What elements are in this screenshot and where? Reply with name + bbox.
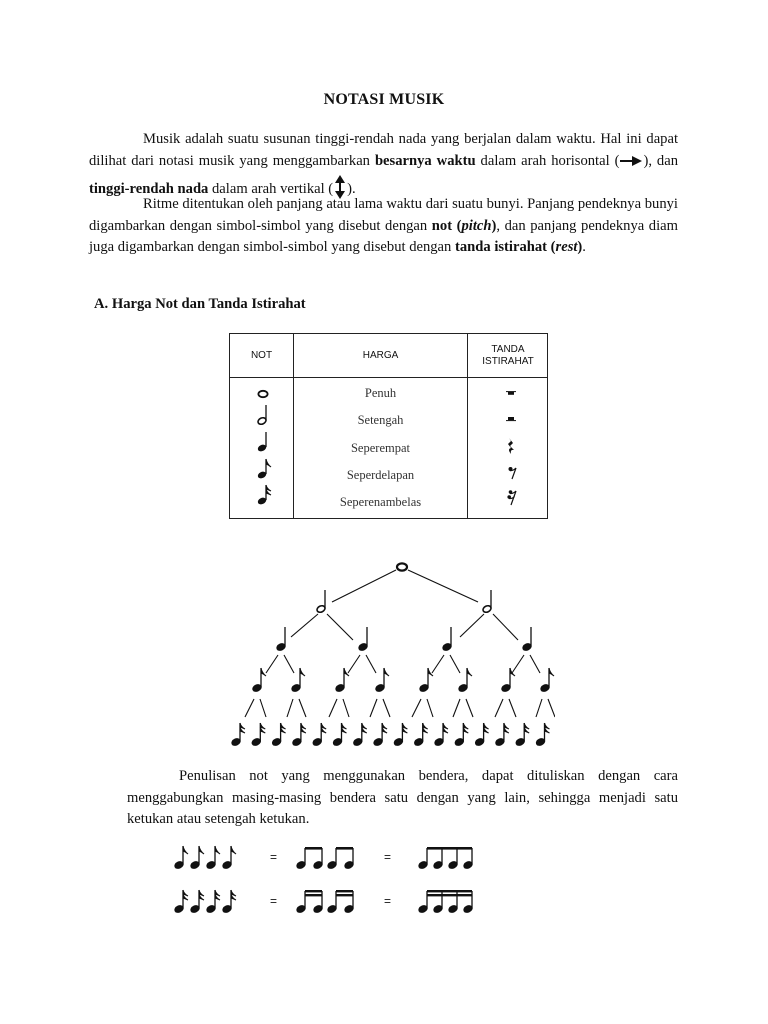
note-value-table bbox=[229, 333, 548, 519]
column-header-harga: HARGA bbox=[362, 349, 399, 361]
sixteenth-note-icon bbox=[495, 723, 509, 747]
half-rest-icon bbox=[506, 416, 516, 422]
equals-sign: = bbox=[270, 850, 278, 864]
harga-seperempat: Seperempat bbox=[350, 441, 410, 455]
sixteenth-note-icon bbox=[271, 723, 285, 747]
sixteenth-note-icon bbox=[454, 723, 468, 747]
beamed-sixteenth-notes-icon bbox=[170, 886, 490, 916]
whole-rest-icon bbox=[506, 391, 516, 397]
beaming-paragraph: Penulisan not yang menggunakan bendera, dapat dituliskan dengan cara menggabungkan masing-masing bendera satu dengan yang lain, sehingga menjadi satu ketukan atau setengah ketukan. bbox=[127, 768, 678, 827]
rhythm-paragraph: Ritme ditentukan oleh panjang atau lama waktu dari suatu bunyi. Panjang pendeknya bunyi digambarkan dengan simbol-simbol yang disebut dengan not (pitch), dan panjang pendeknya diam juga digambarkan dengan simbol-simbol yang disebut dengan tanda istirahat (rest). bbox=[89, 196, 678, 255]
sixteenth-note-icon bbox=[332, 723, 346, 747]
column-header-not: NOT bbox=[250, 349, 273, 361]
eighth-rest-icon bbox=[508, 466, 517, 480]
whole-note-icon bbox=[257, 389, 269, 399]
harga-penuh: Penuh bbox=[364, 386, 397, 400]
sixteenth-rest-icon bbox=[507, 489, 517, 506]
sixteenth-note-icon bbox=[373, 723, 387, 747]
sixteenth-note-icon bbox=[434, 723, 448, 747]
page-title: NOTASI MUSIK bbox=[323, 91, 445, 108]
quarter-note-icon bbox=[256, 431, 270, 453]
beamed-eighth-notes-icon bbox=[170, 842, 490, 872]
sixteenth-note-icon bbox=[393, 723, 407, 747]
note-value-tree-diagram bbox=[225, 555, 555, 755]
equals-sign: = bbox=[384, 850, 392, 864]
sixteenth-note-icon bbox=[251, 723, 265, 747]
sixteenth-note-icon bbox=[256, 484, 272, 506]
eighth-note-icon bbox=[256, 458, 272, 480]
section-heading: A. Harga Not dan Tanda Istirahat bbox=[94, 296, 306, 312]
harga-setengah: Setengah bbox=[357, 413, 404, 427]
sixteenth-note-icon bbox=[515, 723, 529, 747]
sixteenth-note-icon bbox=[353, 723, 367, 747]
sixteenth-note-icon bbox=[292, 723, 306, 747]
intro-paragraph: Musik adalah suatu susunan tinggi-rendah nada yang berjalan dalam waktu. Hal ini dapat dilihat dari notasi musik yang menggambarkan besarnya waktu dalam arah horisontal ( ), dan tinggi-rendah nada dalam arah vertikal ( ). bbox=[89, 129, 678, 207]
sixteenth-note-icon bbox=[535, 723, 549, 747]
right-arrow-icon bbox=[619, 154, 643, 176]
column-header-tanda-istirahat: TANDA ISTIRAHAT bbox=[482, 343, 534, 367]
quarter-rest-icon bbox=[507, 437, 516, 455]
equals-sign: = bbox=[384, 894, 392, 908]
sixteenth-note-icon bbox=[474, 723, 488, 747]
equals-sign: = bbox=[270, 894, 278, 908]
harga-seperdelapan: Seperdelapan bbox=[346, 468, 415, 482]
sixteenth-note-icon bbox=[413, 723, 427, 747]
sixteenth-note-icon bbox=[312, 723, 326, 747]
harga-seperenambelas: Seperenambelas bbox=[339, 495, 422, 509]
half-note-icon bbox=[256, 404, 270, 426]
sixteenth-note-icon bbox=[231, 723, 245, 747]
